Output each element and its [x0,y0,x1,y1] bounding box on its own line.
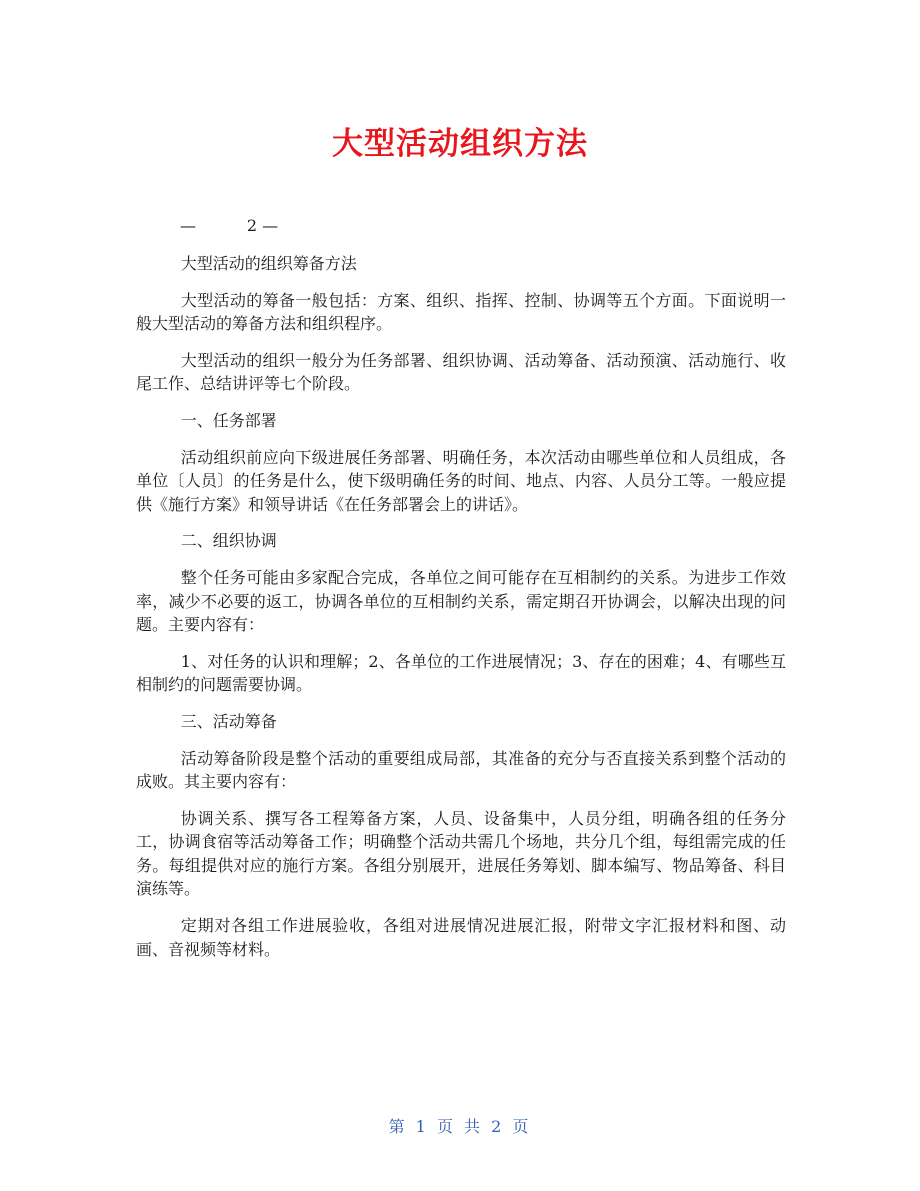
document-title: 大型活动组织方法 [332,126,588,162]
paragraph-heading-intro: 大型活动的组织筹备方法 [180,254,357,273]
document-body [136,252,786,974]
page-footer: 第 1 页 共 2 页 [388,1117,532,1136]
paragraph: 活动组织前应向下级进展任务部署、明确任务，本次活动由哪些单位和人员组成，各单位〔人员〕的任务是什么，使下级明确任务的时间、地点、内容、人员分工等。一般应提供《施行方案》和领导讲话《在任务部署会上的讲话》。 [136,447,786,514]
paragraph: 整个任务可能由多家配合完成，各单位之间可能存在互相制约的关系。为进步工作效率，减少不必要的返工，协调各单位的互相制约关系，需定期召开协调会，以解决出现的问题。主要内容有： [136,567,786,635]
section-heading: 二、组织协调 [180,531,277,551]
paragraph: 定期对各组工作进展验收，各组对进展情况进展汇报，附带文字汇报材料和图、动画、音视频等材料。 [136,916,786,959]
paragraph: 大型活动的筹备一般包括：方案、组织、指挥、控制、协调等五个方面。下面说明一般大型活动的筹备方法和组织程序。 [136,290,786,334]
paragraph: 协调关系、撰写各工程筹备方案，人员、设备集中，人员分组，明确各组的任务分工，协调食宿等活动筹备工作；明确整个活动共需几个场地，共分几个组，每组需完成的任务。每组提供对应的施行方案。各组分别展开，进展任务筹划、脚本编写、物品筹备、科目演练等。 [136,808,786,899]
paragraph: 活动筹备阶段是整个活动的重要组成局部，其准备的充分与否直接关系到整个活动的成败。其主要内容有： [136,748,786,792]
paragraph: 大型活动的组织一般分为任务部署、组织协调、活动筹备、活动预演、活动施行、收尾工作、总结讲评等七个阶段。 [136,350,786,394]
page-marker: — 2 — [180,216,279,235]
paragraph: 1、对任务的认识和理解；2、各单位的工作进展情况；3、存在的困难；4、有哪些互相制约的问题需要协调。 [136,651,786,695]
section-heading: 三、活动筹备 [180,711,277,731]
section-heading: 一、任务部署 [180,410,277,430]
